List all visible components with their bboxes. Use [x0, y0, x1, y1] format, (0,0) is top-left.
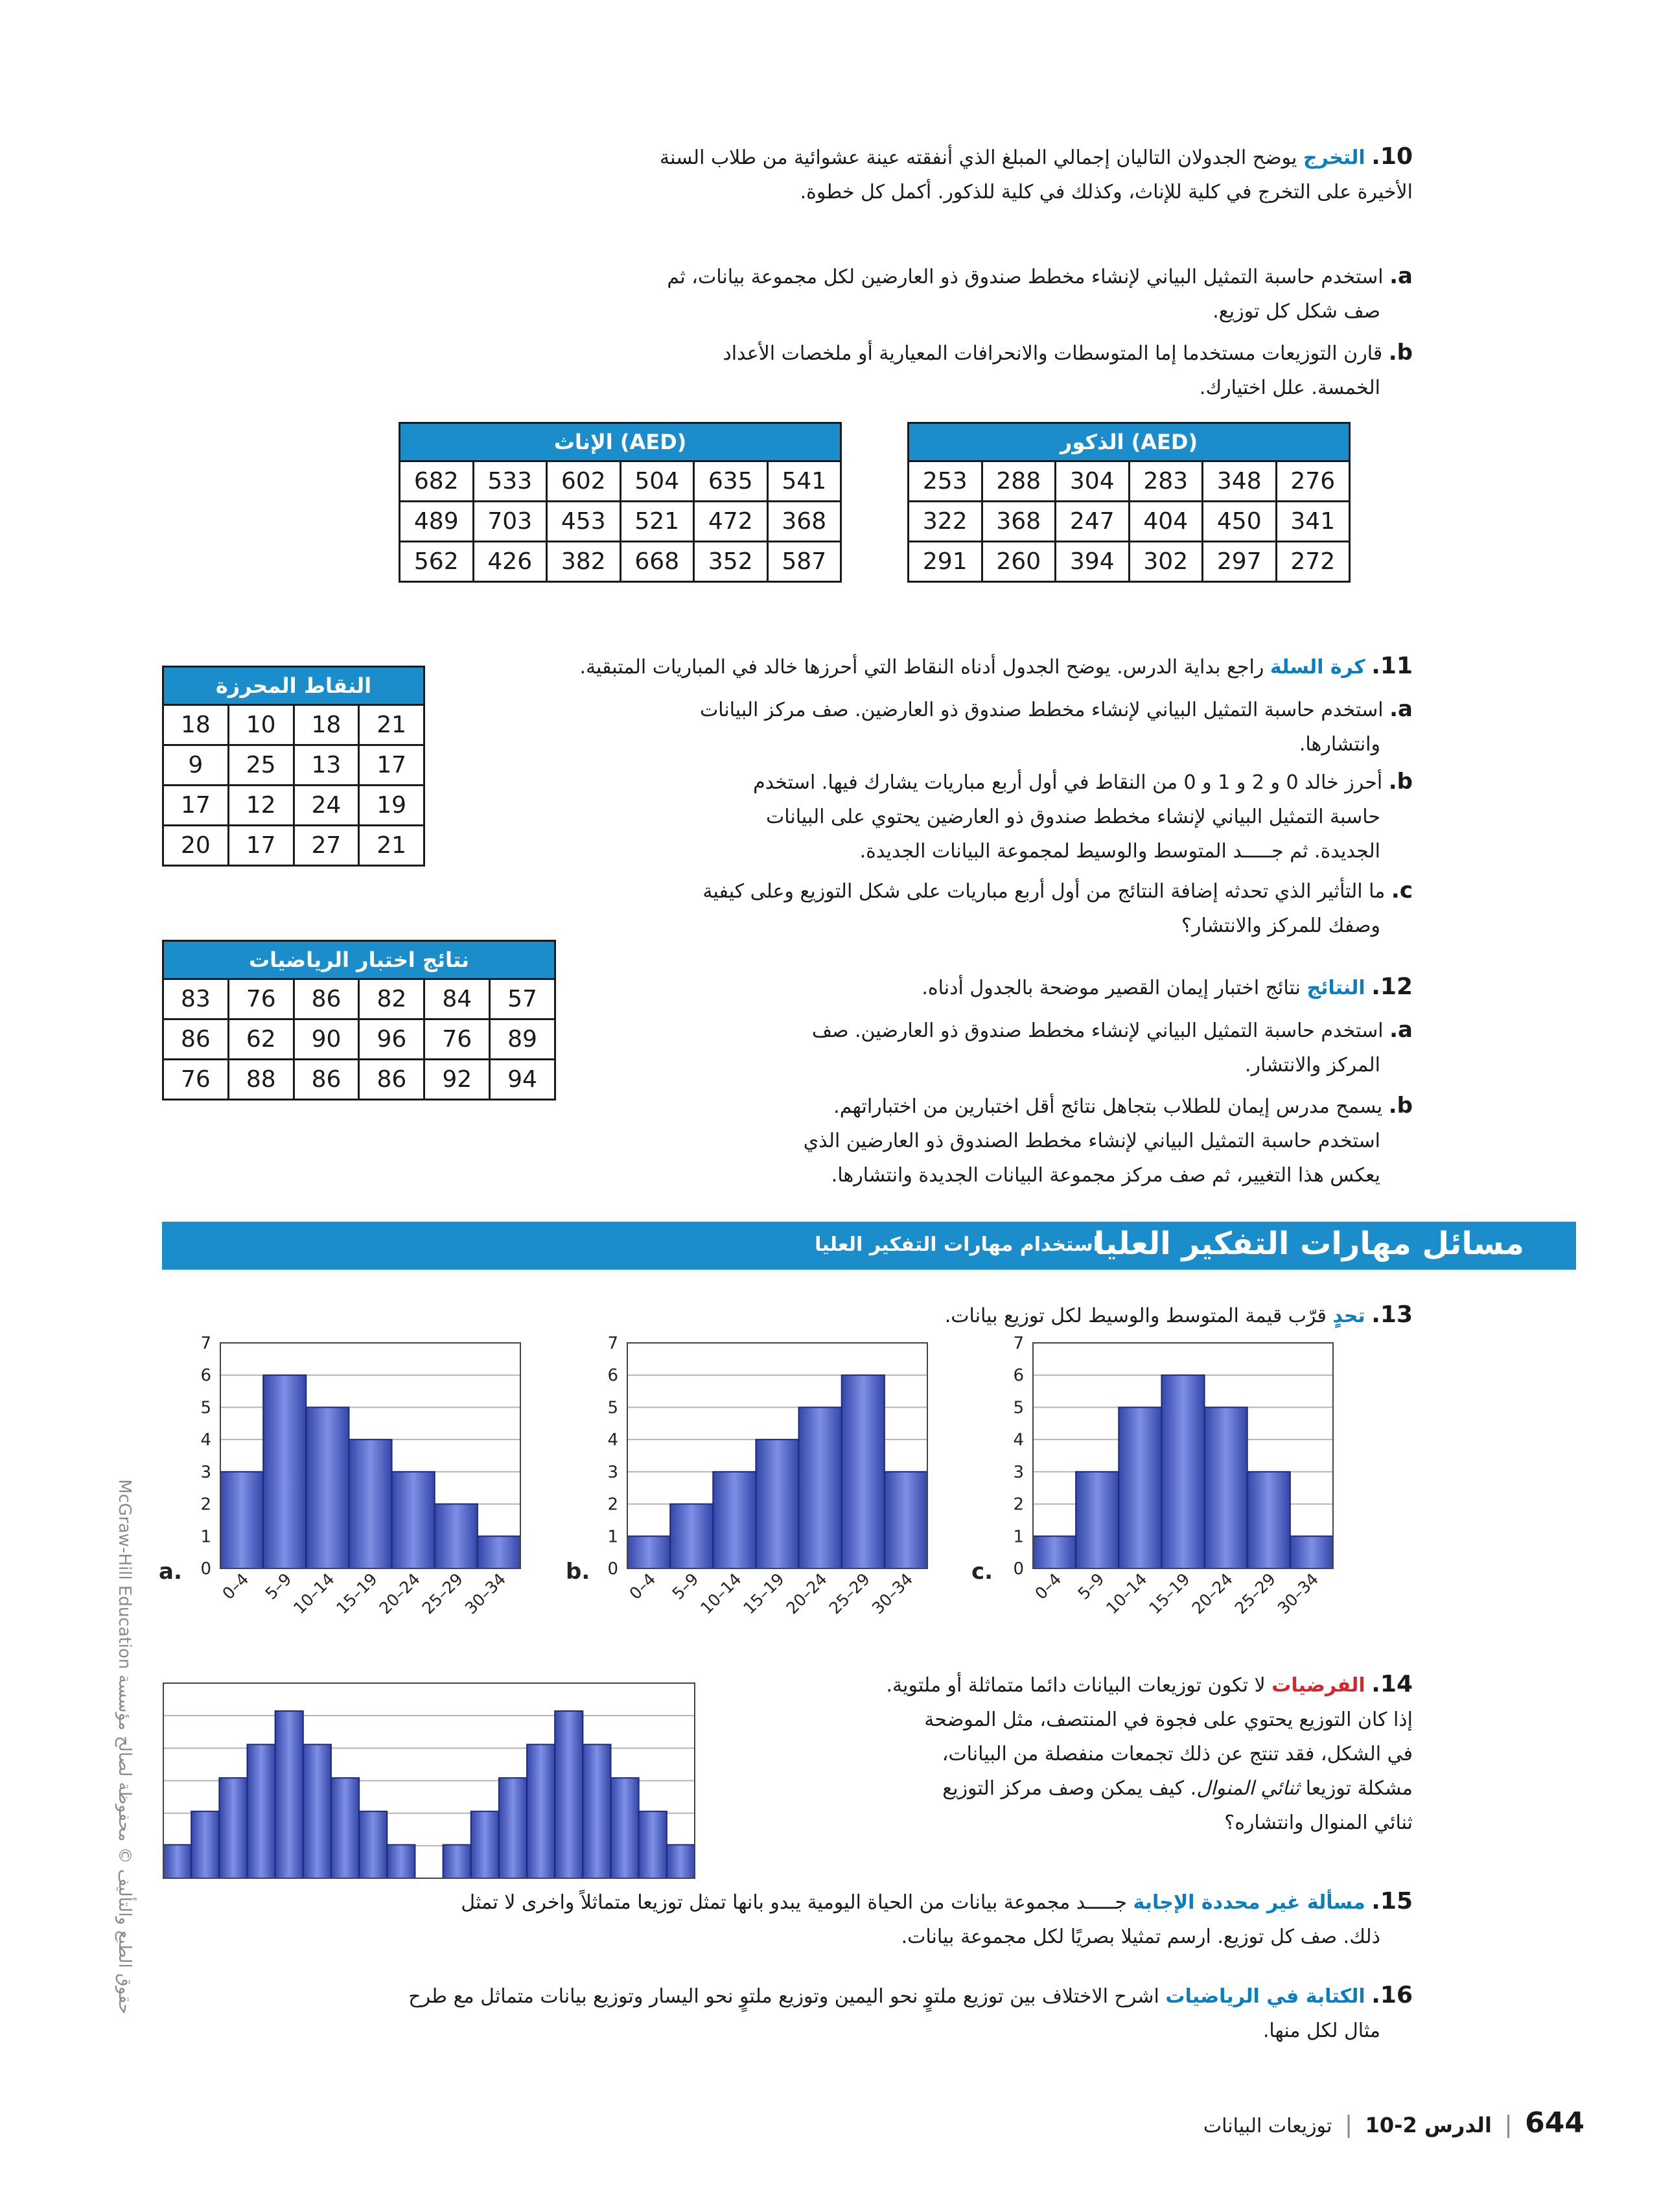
banner-subtitle: استخدام مهارات التفكير العليا	[815, 1233, 1100, 1256]
x-tick-label: 20–24	[782, 1569, 831, 1618]
table-cell: 297	[1203, 542, 1277, 582]
y-tick-label: 2	[607, 1495, 618, 1515]
q11-header: 11. كرة السلة راجع بداية الدرس. يوضح الجدول أدناه النقاط التي أحرزها خالد في المباريات المتبقية.	[579, 653, 1413, 679]
table-cell: 94	[490, 1060, 555, 1100]
x-tick-label: 5–9	[668, 1569, 702, 1603]
histogram-bar	[306, 1407, 349, 1568]
histogram-bar	[1119, 1407, 1161, 1568]
table-cell: 504	[620, 461, 694, 502]
x-tick-label: 10–14	[1102, 1569, 1151, 1618]
males-table-title: الذكور (AED)	[909, 423, 1350, 461]
histogram-bar	[163, 1845, 191, 1878]
table-cell: 90	[294, 1019, 359, 1060]
histogram-bar	[627, 1536, 670, 1568]
table-cell: 86	[359, 1060, 424, 1100]
x-tick-label: 25–29	[1231, 1569, 1280, 1618]
table-cell: 682	[400, 461, 474, 502]
y-tick-label: 6	[200, 1366, 211, 1386]
table-cell: 20	[163, 826, 229, 866]
y-tick-label: 3	[200, 1462, 211, 1482]
histogram-bar	[611, 1778, 639, 1878]
table-cell: 348	[1203, 461, 1277, 502]
y-tick-label: 4	[607, 1430, 618, 1450]
x-tick-label: 0–4	[1031, 1569, 1065, 1603]
histogram-bar	[670, 1504, 713, 1568]
table-cell: 288	[982, 461, 1056, 502]
x-tick-label: 30–34	[868, 1569, 917, 1618]
lesson-title: توزيعات البيانات	[1203, 2115, 1332, 2137]
table-cell: 521	[620, 502, 694, 542]
points-table-title: النقاط المحرزة	[163, 667, 424, 705]
q10-number: 10.	[1371, 143, 1413, 170]
table-cell: 86	[294, 979, 359, 1019]
table-cell: 27	[294, 826, 359, 866]
histogram-bar	[191, 1811, 219, 1878]
table-cell: 382	[547, 542, 621, 582]
q10-part-b: b. قارن التوزيعات مستخدما إما المتوسطات والانحرافات المعيارية أو ملخصات الأعداد الخمسة. علل اختيارك.	[723, 340, 1413, 399]
table-cell: 404	[1129, 502, 1203, 542]
histogram-bar	[478, 1536, 520, 1568]
y-tick-label: 5	[200, 1398, 211, 1418]
x-tick-label: 30–34	[461, 1569, 510, 1618]
histogram-bar	[1290, 1536, 1333, 1568]
math-results-title: نتائج اختبار الرياضيات	[163, 941, 555, 979]
table-cell: 82	[359, 979, 424, 1019]
y-tick-label: 6	[1013, 1366, 1024, 1386]
y-tick-label: 2	[200, 1495, 211, 1515]
table-cell: 450	[1203, 502, 1277, 542]
y-tick-label: 0	[200, 1559, 211, 1579]
histogram-bar	[359, 1811, 387, 1878]
q16-text: 16. الكتابة في الرياضيات اشرح الاختلاف بين توزيع ملتوٍ نحو اليمين وتوزيع ملتوٍ نحو اليسار وتوزيع بيانات متماثل مع طرح مثال لكل منها.	[408, 1982, 1413, 2042]
histogram-bar	[842, 1375, 885, 1568]
histogram-bar	[435, 1504, 478, 1568]
y-tick-label: 4	[200, 1430, 211, 1450]
histogram-bar	[713, 1472, 756, 1568]
y-tick-label: 2	[1013, 1495, 1024, 1515]
histogram-bar	[443, 1845, 471, 1878]
lesson-label: الدرس 2-10	[1365, 2113, 1492, 2137]
table-cell: 96	[359, 1019, 424, 1060]
x-tick-label: 5–9	[261, 1569, 296, 1603]
y-tick-label: 6	[607, 1366, 618, 1386]
page-number: 644	[1525, 2106, 1584, 2139]
x-tick-label: 15–19	[1145, 1569, 1194, 1618]
table-cell: 260	[982, 542, 1056, 582]
y-tick-label: 1	[1013, 1527, 1024, 1547]
table-cell: 25	[228, 745, 294, 786]
y-tick-label: 3	[607, 1462, 618, 1482]
table-cell: 703	[473, 502, 547, 542]
table-cell: 86	[294, 1060, 359, 1100]
x-tick-label: 20–24	[375, 1569, 424, 1618]
q11-part-c: c. ما التأثير الذي تحدثه إضافة النتائج من أول أربع مباريات على شكل التوزيع وعلى كيفية وصفك للمركز والانتشار؟	[702, 878, 1413, 937]
histogram-bar	[247, 1745, 275, 1878]
table-cell: 62	[228, 1019, 294, 1060]
table-cell: 84	[424, 979, 490, 1019]
y-tick-label: 3	[1013, 1462, 1024, 1482]
histogram-bar	[1161, 1375, 1204, 1568]
banner-title: مسائل مهارات التفكير العليا	[1093, 1226, 1524, 1262]
x-tick-label: 15–19	[332, 1569, 381, 1618]
q12-part-a: a. استخدم حاسبة التمثيل البياني لإنشاء مخطط صندوق ذو العارضين. صف المركز والانتشار.	[811, 1017, 1413, 1077]
histogram-bar	[799, 1407, 842, 1568]
histogram-bar	[499, 1778, 527, 1878]
table-cell: 394	[1056, 542, 1130, 582]
table-cell: 562	[400, 542, 474, 582]
table-cell: 426	[473, 542, 547, 582]
table-cell: 18	[294, 705, 359, 745]
table-cell: 88	[228, 1060, 294, 1100]
y-tick-label: 0	[1013, 1559, 1024, 1579]
x-tick-label: 10–14	[697, 1569, 745, 1618]
table-cell: 253	[909, 461, 982, 502]
histogram-bar	[1076, 1472, 1119, 1568]
y-tick-label: 1	[200, 1527, 211, 1547]
histogram-bar	[667, 1845, 695, 1878]
page-footer: 644 | الدرس 2-10 | توزيعات البيانات	[1203, 2106, 1584, 2139]
table-cell: 272	[1276, 542, 1350, 582]
histogram-bar	[303, 1745, 331, 1878]
histogram-bar	[220, 1472, 263, 1568]
table-cell: 89	[490, 1019, 555, 1060]
histogram-bar	[471, 1811, 499, 1878]
table-cell: 18	[163, 705, 229, 745]
table-cell: 587	[767, 542, 841, 582]
table-cell: 635	[694, 461, 768, 502]
x-tick-label: 5–9	[1074, 1569, 1108, 1603]
q10-keyword: التخرج	[1303, 146, 1365, 169]
bimodal-histogram	[163, 1683, 695, 1878]
x-tick-label: 25–29	[418, 1569, 467, 1618]
y-tick-label: 0	[607, 1559, 618, 1579]
x-tick-label: 0–4	[218, 1569, 253, 1603]
x-tick-label: 20–24	[1188, 1569, 1236, 1618]
table-cell: 302	[1129, 542, 1203, 582]
table-cell: 24	[294, 786, 359, 826]
histogram-b	[566, 1334, 927, 1618]
histogram-c	[971, 1334, 1333, 1618]
table-cell: 76	[163, 1060, 229, 1100]
histogram-bar	[219, 1778, 247, 1878]
table-cell: 9	[163, 745, 229, 786]
y-tick-label: 1	[607, 1527, 618, 1547]
histogram-bar	[331, 1778, 359, 1878]
x-tick-label: 25–29	[825, 1569, 874, 1618]
table-cell: 602	[547, 461, 621, 502]
table-cell: 368	[767, 502, 841, 542]
histogram-bar	[555, 1711, 583, 1878]
histogram-bar	[263, 1375, 306, 1568]
x-tick-label: 10–14	[290, 1569, 338, 1618]
table-cell: 17	[163, 786, 229, 826]
y-tick-label: 5	[607, 1398, 618, 1418]
histogram-bar	[392, 1472, 435, 1568]
q12-header: 12. النتائج نتائج اختبار إيمان القصير موضحة بالجدول أدناه.	[922, 973, 1413, 1000]
y-tick-label: 4	[1013, 1430, 1024, 1450]
q13-header: 13. تحدٍ قرّب قيمة المتوسط والوسيط لكل توزيع بيانات.	[944, 1301, 1413, 1328]
table-cell: 276	[1276, 461, 1350, 502]
y-tick-label: 5	[1013, 1398, 1024, 1418]
histogram-bar	[639, 1811, 667, 1878]
y-tick-label: 7	[200, 1334, 211, 1353]
histogram-bar	[1247, 1472, 1290, 1568]
table-cell: 12	[228, 786, 294, 826]
histogram-bar	[756, 1439, 798, 1568]
females-table-title: الإناث (AED)	[400, 423, 841, 461]
table-cell: 541	[767, 461, 841, 502]
table-cell: 668	[620, 542, 694, 582]
table-cell: 304	[1056, 461, 1130, 502]
table-cell: 86	[163, 1019, 229, 1060]
table-cell: 13	[294, 745, 359, 786]
table-cell: 291	[909, 542, 982, 582]
table-cell: 352	[694, 542, 768, 582]
histogram-bar	[1205, 1407, 1247, 1568]
x-tick-label: 15–19	[739, 1569, 788, 1618]
table-cell: 83	[163, 979, 229, 1019]
table-cell: 19	[359, 786, 424, 826]
x-tick-label: 30–34	[1273, 1569, 1323, 1618]
q11-part-b: b. أحرز خالد 0 و 2 و 1 و 0 من النقاط في أول أربع مباريات يشارك فيها. استخدم حاسبة التمثيل البياني لإنشاء مخطط صندوق ذو العارضين يحتوي على البيانات الجديدة. ثم جـــــد المتوسط والوسيط لمجموعة البيانات الجديدة.	[753, 769, 1413, 863]
table-cell: 21	[359, 705, 424, 745]
table-cell: 533	[473, 461, 547, 502]
table-cell: 247	[1056, 502, 1130, 542]
y-tick-label: 7	[607, 1334, 618, 1353]
histogram-a	[159, 1334, 520, 1618]
histogram-bar	[1033, 1536, 1076, 1568]
table-cell: 76	[424, 1019, 490, 1060]
q12-part-b: b. يسمح مدرس إيمان للطلاب بتجاهل نتائج أقل اختبارين من اختباراتهم. استخدم حاسبة التمثيل البياني لإنشاء مخطط الصندوق ذو العارضين الذي يعكس هذا التغيير، ثم صف مركز مجموعة البيانات الجديدة وانتشارها.	[803, 1093, 1413, 1187]
table-cell: 21	[359, 826, 424, 866]
chart-label: c.	[971, 1559, 993, 1585]
table-cell: 368	[982, 502, 1056, 542]
q10-line1: يوضح الجدولان التاليان إجمالي المبلغ الذي أنفقته عينة عشوائية من طلاب السنة	[660, 146, 1297, 169]
q10-part-a: a. استخدم حاسبة التمثيل البياني لإنشاء مخطط صندوق ذو العارضين لكل مجموعة بيانات، ثم صف شكل كل توزيع.	[667, 263, 1413, 323]
chart-label: b.	[566, 1559, 590, 1585]
histogram-bar	[885, 1472, 927, 1568]
q14-text: 14. الفرضيات لا تكون توزيعات البيانات دائما متماثلة أو ملتوية. إذا كان التوزيع يحتوي على فجوة في المنتصف، مثل الموضحة في الشكل، فقد تنتج عن ذلك تجمعات منفصلة من البيانات، مشكلة توزيعا ثنائي المنوال. كيف يمكن وصف مركز التوزيع ثنائي المنوال وانتشاره؟	[886, 1671, 1413, 1834]
histogram-bar	[583, 1745, 610, 1878]
table-cell: 10	[228, 705, 294, 745]
y-tick-label: 7	[1013, 1334, 1024, 1353]
histogram-bar	[387, 1845, 415, 1878]
q10-line2: الأخيرة على التخرج في كلية للإناث، وكذلك في كلية للذكور. أكمل كل خطوة.	[800, 181, 1413, 204]
table-cell: 341	[1276, 502, 1350, 542]
histogram-bar	[527, 1745, 555, 1878]
q15-text: 15. مسألة غير محددة الإجابة جـــــد مجموعة بيانات من الحياة اليومية يبدو بانها تمثل توزيعا متماثلاً واخرى لا تمثل ذلك. صف كل توزيع. ارسم تمثيلا بصريًا لكل مجموعة بيانات.	[461, 1888, 1413, 1948]
x-tick-label: 0–4	[625, 1569, 660, 1603]
table-cell: 57	[490, 979, 555, 1019]
chart-label: a.	[159, 1559, 182, 1585]
table-cell: 472	[694, 502, 768, 542]
table-cell: 489	[400, 502, 474, 542]
table-cell: 453	[547, 502, 621, 542]
copyright-side-text: حقوق الطبع والتأليف © محفوظة لصالح مؤسسة McGraw-Hill Education	[115, 1479, 134, 2014]
table-cell: 92	[424, 1060, 490, 1100]
table-cell: 17	[228, 826, 294, 866]
histogram-bar	[275, 1711, 303, 1878]
table-cell: 283	[1129, 461, 1203, 502]
table-cell: 322	[909, 502, 982, 542]
table-cell: 76	[228, 979, 294, 1019]
histogram-bar	[349, 1439, 391, 1568]
table-cell: 17	[359, 745, 424, 786]
q11-part-a: a. استخدم حاسبة التمثيل البياني لإنشاء مخطط صندوق ذو العارضين. صف مركز البيانات وانتشارها.	[699, 696, 1413, 756]
